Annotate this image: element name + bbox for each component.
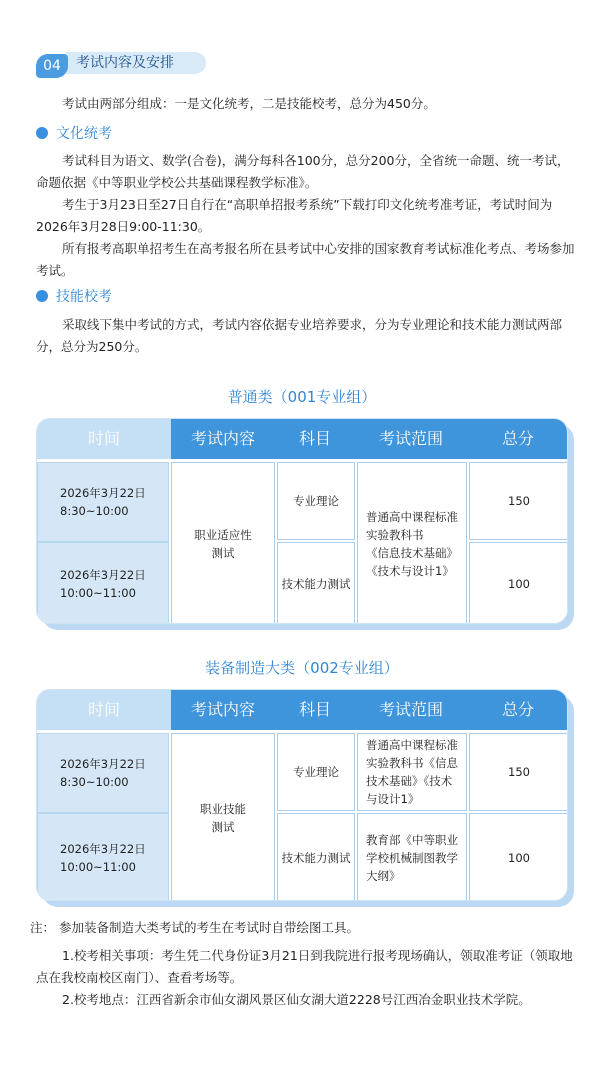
table1-title: 普通类（001专业组） — [227, 388, 377, 406]
table1-header-content: 考试内容 — [171, 419, 275, 459]
table1-score1: 150 — [469, 462, 568, 540]
table1-time1-hours: 8:30~10:00 — [60, 504, 129, 518]
note-text: 注： 参加装备制造大类考试的考生在考试时自带绘图工具。 — [30, 920, 359, 935]
table1-score2: 100 — [469, 542, 568, 624]
table2-time1-hours: 8:30~10:00 — [60, 775, 129, 789]
skill-paragraph: 采取线下集中考试的方式，考试内容依据专业培养要求，分为专业理论和技术能力测试两部分，总分为250分。 — [36, 317, 563, 354]
table2-score1: 150 — [469, 733, 568, 811]
intro-paragraph: 考试由两部分组成：一是文化统考，二是技能校考，总分为450分。 — [62, 96, 436, 111]
table1-time-row2 — [37, 542, 169, 624]
table2-title: 装备制造大类（002专业组） — [205, 659, 399, 677]
table1-time1-date: 2026年3月22日 — [60, 486, 146, 500]
table2-subject2: 技术能力测试 — [277, 813, 355, 901]
table2-scope1: 普通高中课程标准 实验教科书《信息 技术基础》《技术 与设计1》 — [357, 733, 467, 811]
table2-scope2: 教育部《中等职业 学校机械制图教学 大纲》 — [357, 813, 467, 901]
culture-heading-text: 文化统考 — [56, 126, 112, 142]
skill-heading-text: 技能校考 — [56, 289, 112, 305]
bullet-dot-icon — [36, 127, 48, 139]
culture-paragraph-1: 考试科目为语文、数学(合卷)，满分每科各100分，总分200分，全省统一命题、统一考试，命题依据《中等职业学校公共基础课程教学标准》。 — [36, 153, 570, 190]
table2-header-content: 考试内容 — [171, 690, 275, 730]
table1-header-scope: 考试范围 — [355, 419, 467, 459]
table1-card — [36, 418, 568, 624]
skill-heading — [36, 287, 112, 307]
table1-subject1: 专业理论 — [277, 462, 355, 540]
table1-header-score: 总分 — [467, 419, 568, 459]
culture-heading — [36, 124, 112, 144]
item-2: 2.校考地点：江西省新余市仙女湖风景区仙女湖大道2228号江西冶金职业技术学院。 — [62, 992, 531, 1007]
table2-card — [36, 689, 568, 901]
table1-time2-hours: 10:00~11:00 — [60, 586, 136, 600]
table2-header-scope: 考试范围 — [355, 690, 467, 730]
table2-header-score: 总分 — [467, 690, 568, 730]
table1-time2-date: 2026年3月22日 — [60, 568, 146, 582]
section-title: 考试内容及安排 — [76, 55, 174, 71]
table2-subject1: 专业理论 — [277, 733, 355, 811]
item-1: 1.校考相关事项：考生凭二代身份证3月21日到我院进行报考现场确认，领取准考证（领取地点在我校南校区南门）、查看考场等。 — [36, 948, 573, 985]
table2-header-subject: 科目 — [275, 690, 355, 730]
section-number-badge: 04 — [36, 54, 68, 78]
table1-header-time: 时间 — [37, 419, 171, 459]
table2-score2: 100 — [469, 813, 568, 901]
table1-content-cell: 职业适应性 测试 — [171, 462, 275, 624]
table2-header-time: 时间 — [37, 690, 171, 730]
table2-content-cell: 职业技能 测试 — [171, 733, 275, 901]
culture-paragraph-2: 考生于3月23日至27日自行在“高职单招报考系统”下载打印文化统考准考证，考试时间为2026年3月28日9:00-11:30。 — [36, 197, 553, 234]
table2-time-row1 — [37, 733, 169, 813]
table2-time-row2 — [37, 813, 169, 901]
table1-time-row1 — [37, 462, 169, 542]
table1-header-subject: 科目 — [275, 419, 355, 459]
table2-time1-date: 2026年3月22日 — [60, 757, 146, 771]
bullet-dot-icon — [36, 290, 48, 302]
table1-scope-cell: 普通高中课程标准 实验教科书 《信息技术基础》 《技术与设计1》 — [357, 462, 467, 624]
table2-time2-date: 2026年3月22日 — [60, 842, 146, 856]
section-header — [36, 52, 204, 76]
table2-time2-hours: 10:00~11:00 — [60, 860, 136, 874]
table1-subject2: 技术能力测试 — [277, 542, 355, 624]
culture-paragraph-3: 所有报考高职单招考生在高考报名所在县考试中心安排的国家教育考试标准化考点、考场参加考试。 — [36, 241, 575, 278]
